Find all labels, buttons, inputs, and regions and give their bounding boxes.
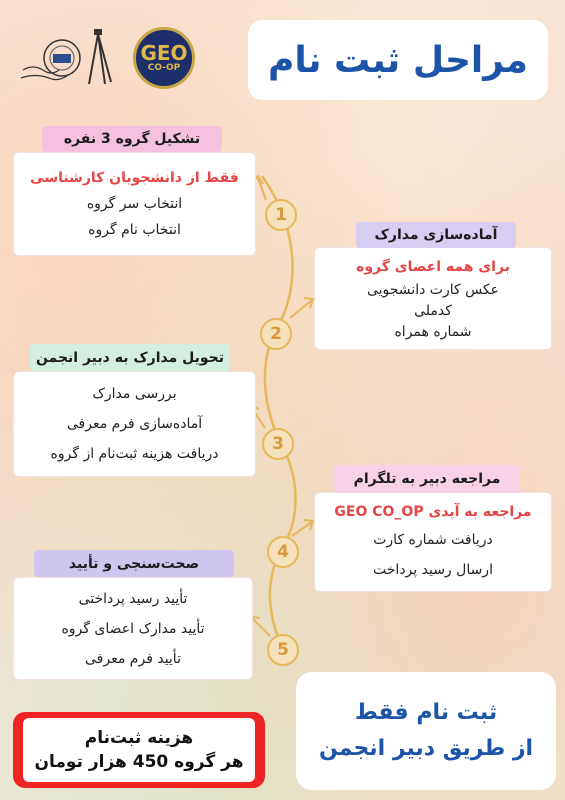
step-4-card [314,492,552,592]
step-5-card [13,577,253,680]
step-5-line-1: تأیید رسید پرداختی [78,590,188,607]
geo-coop-logo [133,27,195,89]
step-5-tag: صحت‌سنجی و تأیید [34,550,234,577]
step-1-highlight: فقط از دانشجویان کارشناسی [30,170,239,186]
step-1-card [13,152,256,256]
step-4-line-1: دریافت شماره کارت [373,532,493,548]
step-2-number: 2 [260,318,292,350]
step-2-line-3: شماره همراه [394,324,472,340]
step-2-card [314,247,552,350]
association-logo [15,24,115,94]
step-2-line-1: عکس کارت دانشجویی [366,282,500,298]
logo-text-top: GEO [140,40,188,65]
step-2-tag: آماده‌سازی مدارک [356,222,516,248]
step-3-line-3: دریافت هزینه ثبت‌نام از گروه [50,446,219,462]
registration-note-box [296,672,556,790]
step-4-tag: مراجعه دبیر به تلگرام [334,465,520,493]
registration-fee-box [13,712,265,788]
step-5-number: 5 [267,634,299,666]
logo-text-bottom: CO-OP [147,62,181,73]
step-3-tag: تحویل مدارک به دبیر انجمن [30,344,230,371]
step-4-line-2: ارسال رسید پرداخت [373,562,493,578]
fee-line-1: هزینه ثبت‌نام [84,728,194,748]
page-title-box [248,20,548,100]
registration-note-line-2: از طریق دبیر انجمن [318,736,534,761]
step-5-line-3: تأیید فرم معرفی [85,650,181,667]
step-1-line-2: انتخاب نام گروه [88,222,181,238]
step-1-tag: تشکیل گروه 3 نفره [42,126,222,152]
page-title: مراحل ثبت نام [268,39,528,81]
step-1-number: 1 [265,199,297,231]
step-1-line-1: انتخاب سر گروه [86,196,183,212]
fee-line-2: هر گروه 450 هزار تومان [34,752,244,772]
step-3-number: 3 [262,428,294,460]
step-2-highlight: برای همه اعضای گروه [356,259,510,275]
step-3-line-2: آماده‌سازی فرم معرفی [66,416,203,432]
step-3-card [13,371,256,477]
registration-note-line-1: ثبت نام فقط [354,700,498,725]
step-2-line-2: کدملی [414,303,452,319]
fee-inner [23,718,255,782]
step-3-line-1: بررسی مدارک [92,386,177,402]
step-4-highlight: مراجعه به آیدی GEO CO_OP [334,504,532,520]
step-5-line-2: تأیید مدارک اعضای گروه [61,620,205,637]
step-4-number: 4 [267,536,299,568]
